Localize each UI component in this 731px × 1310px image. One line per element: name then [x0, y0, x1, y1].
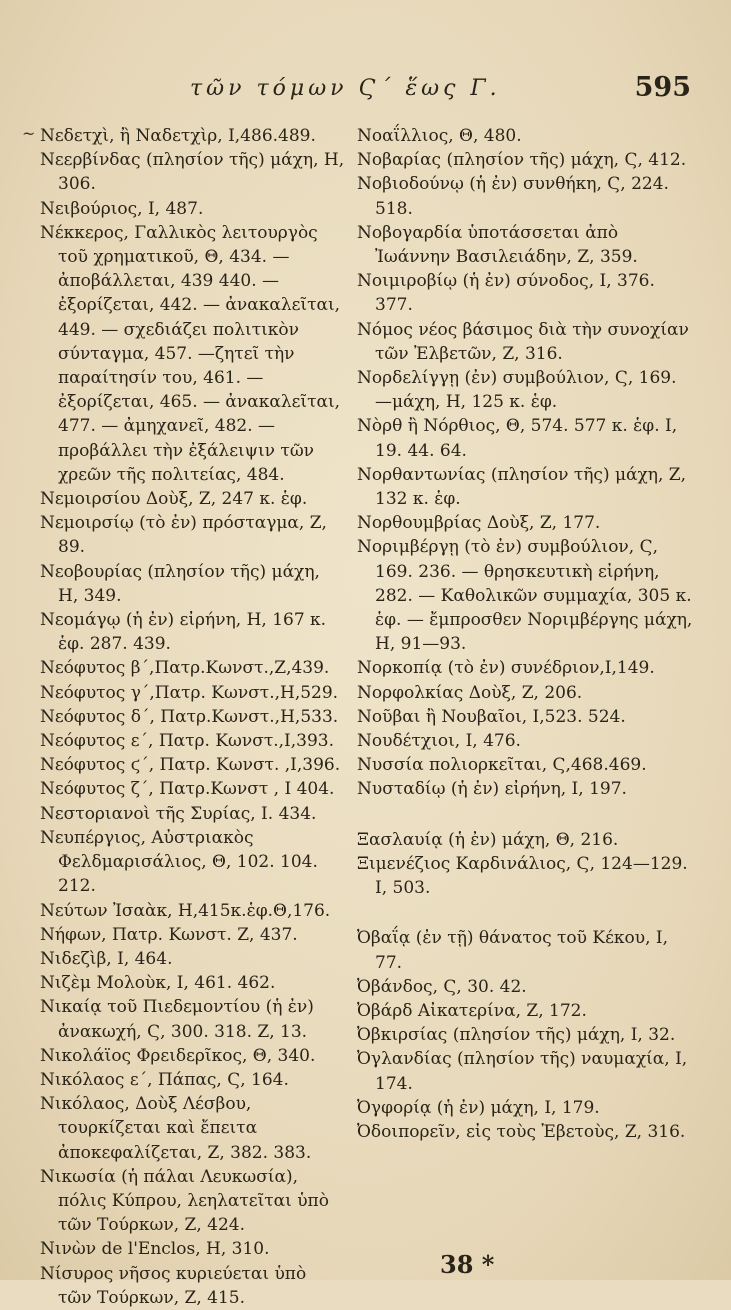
- index-entry: Νεόφυτος ϛ΄, Πατρ. Κωνστ. ,Ι,396.: [40, 755, 341, 776]
- index-entry: Νορφολκίας Δοὺξ, Ζ, 206.: [357, 682, 583, 703]
- index-entry: Νήφων, Πατρ. Κωνστ. Ζ, 437.: [40, 924, 298, 945]
- index-entry: Νοβογαρδία ὑποτάσσεται ἀπὸ Ἰωάννην Βασιλειάδην, Ζ, 359.: [357, 222, 638, 268]
- signature-mark: 38 *: [440, 1250, 495, 1279]
- index-entry: Νικωσία (ἡ πάλαι Λευκωσία), πόλις Κύπρου, λεηλατεῖται ὑπὸ τῶν Τούρκων, Ζ, 424.: [40, 1166, 329, 1236]
- index-entry: Νεόφυτος ζ΄, Πατρ.Κωνστ , Ι 404.: [40, 779, 335, 800]
- index-entry: Νεερβίνδας (πλησίον τῆς) μάχη, Η, 306.: [40, 150, 345, 195]
- running-title: τῶν τόμων Ϛ΄ ἕως Γ.: [190, 76, 501, 101]
- index-entry: Νεύτων Ἰσαὰκ, Η,415κ.ἑφ.Θ,176.: [40, 900, 331, 921]
- index-column-left: [40, 124, 345, 1310]
- index-entry: Νεμοιρσίῳ (τὸ ἐν) πρόσταγμα, Ζ, 89.: [40, 513, 327, 558]
- index-entry: Ὀβκιρσίας (πλησίον τῆς) μάχη, Ι, 32.: [357, 1025, 676, 1046]
- page-header: [40, 72, 691, 106]
- section-gap: [357, 802, 697, 828]
- index-entry: Νικόλαος ε΄, Πάπας, Ϛ, 164.: [40, 1069, 289, 1090]
- index-entry: Νορθαντωνίας (πλησίον τῆς) μάχη, Ζ, 132 κ. ἑφ.: [357, 464, 687, 510]
- index-entry: Νεόφυτος ε΄, Πατρ. Κωνστ.,Ι,393.: [40, 731, 335, 752]
- index-entry: Ξιμενέζιος Καρδινάλιος, Ϛ, 124—129. Ι, 503.: [357, 853, 688, 899]
- index-entry: Νεστοριανοὶ τῆς Συρίας, Ι. 434.: [40, 803, 317, 824]
- index-entry: Νοῦβαι ἢ Νουβαῖοι, Ι,523. 524.: [357, 706, 626, 727]
- index-entry: Νοβαρίας (πλησίον τῆς) μάχη, Ϛ, 412.: [357, 150, 687, 171]
- index-entry: Νικολάϊος Φρειδερῖκος, Θ, 340.: [40, 1045, 316, 1066]
- index-entry: Ξασλαυίᾳ (ἡ ἐν) μάχη, Θ, 216.: [357, 829, 619, 850]
- index-entry: Νικόλαος, Δοὺξ Λέσβου, τουρκίζεται καὶ ἔπειτα ἀποκεφαλίζεται, Ζ, 382. 383.: [40, 1094, 312, 1163]
- index-entry: Ὀβάρδ Αἰκατερίνα, Ζ, 172.: [357, 1000, 587, 1021]
- index-entry: Νοαΐλλιος, Θ, 480.: [357, 126, 522, 146]
- section-gap: [357, 900, 697, 926]
- index-column-right: [357, 124, 697, 1144]
- index-entry: Νεόφυτος β΄,Πατρ.Κωνστ.,Ζ,439.: [40, 658, 330, 679]
- index-entry: Νόμος νέος βάσιμος διὰ τὴν συνοχίαν τῶν Ἐλβετῶν, Ζ, 316.: [357, 319, 689, 364]
- index-entry: Ὀβαΐᾳ (ἐν τῇ) θάνατος τοῦ Κέκου, Ι, 77.: [357, 928, 669, 973]
- index-entry: Νιδεζὶβ, Ι, 464.: [40, 948, 173, 969]
- index-entry: Νοιμιροβίῳ (ἡ ἐν) σύνοδος, Ι, 376. 377.: [357, 271, 655, 316]
- index-entry: Νευπέργιος, Αὐστριακὸς Φελδμαρισάλιος, Θ, 102. 104. 212.: [40, 827, 318, 897]
- page-number: 595: [634, 72, 691, 103]
- index-entry: Νουδέτχιοι, Ι, 476.: [357, 731, 521, 752]
- index-entry: Νίσυρος νῆσος κυριεύεται ὑπὸ τῶν Τούρκων, Ζ, 415.: [40, 1263, 307, 1308]
- index-entry: Νυσταδίῳ (ἡ ἐν) εἰρήνη, Ι, 197.: [357, 779, 627, 800]
- index-entry: Νὸρθ ἢ Νόρθιος, Θ, 574. 577 κ. ἑφ. Ι, 19. 44. 64.: [357, 416, 678, 461]
- index-entry: Νεοβουρίας (πλησίον τῆς) μάχη, Η, 349.: [40, 561, 320, 606]
- index-entry: Νεδετχὶ, ἢ Ναδετχὶρ, Ι,486.489.: [40, 126, 316, 146]
- index-entry: Νιζὲμ Μολοὺκ, Ι, 461. 462.: [40, 973, 276, 994]
- index-entry: Νινὼν de l'Enclos, Η, 310.: [40, 1239, 270, 1260]
- index-entry: Νοβιοδούνῳ (ἡ ἐν) συνθήκη, Ϛ, 224. 518.: [357, 174, 669, 219]
- index-entry: Ὀδοιπορεῖν, εἰς τοὺς Ἐβετοὺς, Ζ, 316.: [357, 1121, 686, 1142]
- index-entry: Νορθουμβρίας Δοὺξ, Ζ, 177.: [357, 513, 601, 534]
- index-entry: Νεμοιρσίου Δοὺξ, Ζ, 247 κ. ἑφ.: [40, 489, 308, 510]
- index-entry: Ὀβάνδος, Ϛ, 30. 42.: [357, 976, 527, 997]
- index-entry: Νοριμβέργῃ (τὸ ἐν) συμβούλιον, Ϛ, 169. 236. — θρησκευτικὴ εἰρήνη, 282. — Καθολικῶν συμμαχία, 305 κ. ἑφ. — ἔμπροσθεν Νοριμβέργης μάχη, Η, 91—93.: [357, 537, 693, 655]
- index-entry: Νορκοπίᾳ (τὸ ἐν) συνέδριον,Ι,149.: [357, 658, 655, 679]
- index-entry: Νεόφυτος γ΄,Πατρ. Κωνστ.,Η,529.: [40, 682, 339, 703]
- index-entry: Ὀγφορίᾳ (ἡ ἐν) μάχη, Ι, 179.: [357, 1097, 600, 1118]
- index-entry: Νέκκερος, Γαλλικὸς λειτουργὸς τοῦ χρηματικοῦ, Θ, 434. — ἀποβάλλεται, 439 440. —ἐξορίζεται, 442. — ἀνακαλεῖται, 449. — σχεδιάζει πολιτικὸν σύνταγμα, 457. —ζητεῖ τὴν παραίτησίν του, 461. —ἐξορίζεται, 465. — ἀνακαλεῖται, 477. — ἀμηχανεῖ, 482. — προβάλλει τὴν ἐξάλειψιν τῶν χρεῶν τῆς πολιτείας, 484.: [40, 222, 341, 485]
- index-entry: Νεόφυτος δ΄, Πατρ.Κωνστ.,Η,533.: [40, 706, 339, 727]
- margin-mark: ~: [22, 124, 36, 143]
- index-entry: Νορδελίγγῃ (ἐν) συμβούλιον, Ϛ, 169. —μάχη, Η, 125 κ. ἑφ.: [357, 368, 677, 413]
- index-entry: Νειβούριος, Ι, 487.: [40, 198, 204, 219]
- index-entry: Νεομάγῳ (ἡ ἐν) εἰρήνη, Η, 167 κ. ἑφ. 287. 439.: [40, 610, 327, 655]
- index-entry: Ὀγλανδίας (πλησίον τῆς) ναυμαχία, Ι, 174.: [357, 1049, 688, 1094]
- index-entry: Νικαίᾳ τοῦ Πιεδεμοντίου (ἡ ἐν) ἀνακωχή, Ϛ, 300. 318. Ζ, 13.: [40, 997, 314, 1042]
- index-entry: Νυσσία πολιορκεῖται, Ϛ,468.469.: [357, 755, 647, 776]
